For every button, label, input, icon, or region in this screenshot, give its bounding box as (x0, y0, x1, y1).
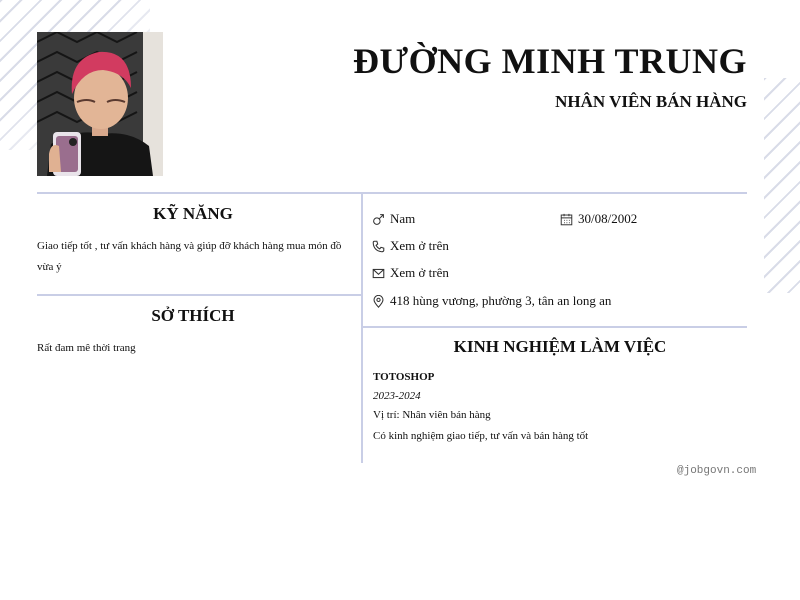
contact-experience-divider (363, 326, 747, 328)
experience-role: Vị trí: Nhân viên bán hàng (373, 409, 491, 421)
experience-title: KINH NGHIỆM LÀM VIỆC (453, 337, 667, 356)
phone-icon (372, 240, 385, 253)
gender-value: Nam (390, 211, 416, 226)
gender-icon (372, 213, 385, 226)
experience-period: 2023-2024 (373, 390, 421, 402)
candidate-name: ĐƯỜNG MINH TRUNG (353, 41, 747, 81)
email-value: Xem ở trên (390, 265, 449, 280)
hobbies-title: SỞ THÍCH (151, 306, 235, 325)
profile-photo (37, 32, 163, 176)
skills-hobbies-divider (37, 294, 361, 296)
decorative-stripes-right (764, 78, 800, 293)
gender-row (372, 211, 415, 227)
experience-description: Có kinh nghiệm giao tiếp, tư vấn và bán hàng tốt (373, 430, 589, 442)
candidate-position: NHÂN VIÊN BÁN HÀNG (555, 92, 747, 111)
email-row (372, 265, 449, 281)
skills-title: KỸ NĂNG (153, 204, 233, 223)
top-divider (37, 192, 747, 194)
calendar-icon (560, 213, 573, 226)
phone-row (372, 238, 449, 254)
phone-value: Xem ở trên (390, 238, 449, 253)
envelope-icon (372, 267, 385, 280)
experience-company: TOTOSHOP (373, 371, 435, 383)
map-pin-icon (372, 295, 385, 308)
watermark: @jobgovn.com (677, 465, 757, 477)
hobbies-text: Rất đam mê thời trang (37, 342, 136, 354)
birthday-value: 30/08/2002 (578, 211, 638, 226)
skills-text: Giao tiếp tốt , tư vấn khách hàng và giúp đỡ khách hàng mua món đồ vừa ý (37, 240, 342, 273)
address-value: 418 hùng vương, phường 3, tân an long an (390, 293, 612, 308)
address-row (372, 293, 611, 309)
birthday-row (560, 211, 637, 227)
